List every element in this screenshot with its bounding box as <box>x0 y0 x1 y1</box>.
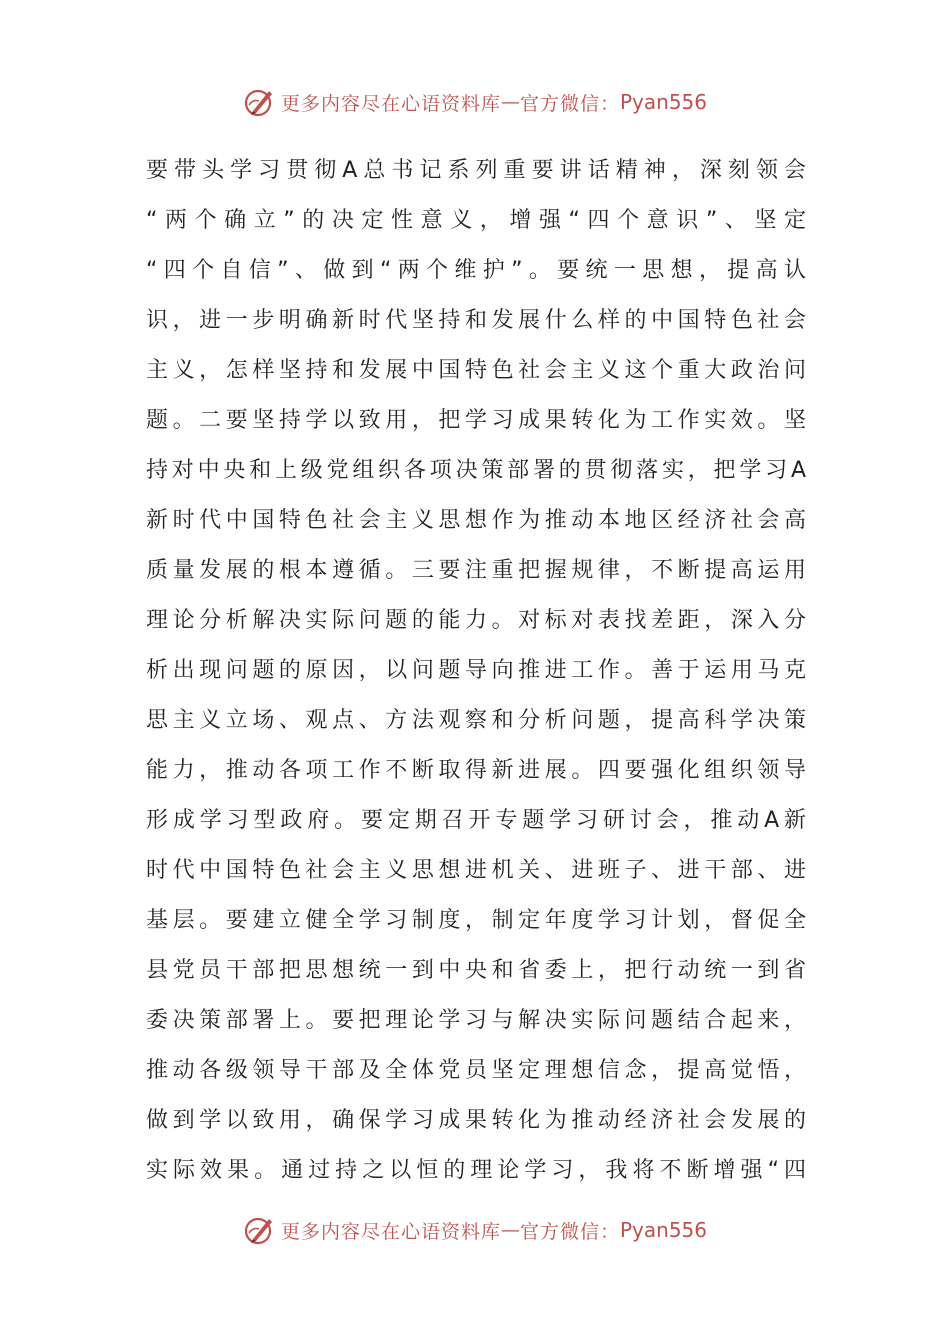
body-line: 质量发展的根本遵循。三要注重把握规律，不断提高运用 <box>146 558 806 583</box>
header-banner <box>0 82 950 122</box>
header-banner-official-label: 官方微信： <box>519 92 620 115</box>
body-line: 能力，推动各项工作不断取得新进展。四要强化组织领导 <box>146 758 806 783</box>
body-line: 识，进一步明确新时代坚持和发展什么样的中国特色社会 <box>146 308 806 333</box>
header-banner-main-text: 更多内容尽在心语资料库 <box>280 92 501 115</box>
body-line: 推动各级领导干部及全体党员坚定理想信念，提高觉悟， <box>146 1058 806 1083</box>
body-line: 思主义立场、观点、方法观察和分析问题，提高科学决策 <box>146 708 806 733</box>
header-banner-separator: — <box>500 91 520 113</box>
footer-banner-official-label: 官方微信： <box>519 1220 620 1243</box>
body-line: 主义，怎样坚持和发展中国特色社会主义这个重大政治问 <box>146 358 806 383</box>
footer-banner <box>0 1210 950 1250</box>
body-line: 持对中央和上级党组织各项决策部署的贯彻落实，把学习A <box>146 458 806 483</box>
footer-banner-wechat-id: Pyan556 <box>620 1218 708 1242</box>
body-line: 理论分析解决实际问题的能力。对标对表找差距，深入分 <box>146 608 806 633</box>
document-body <box>146 146 806 1196</box>
body-line: 要带头学习贯彻A总书记系列重要讲话精神，深刻领会 <box>146 158 806 183</box>
pen-circle-logo-icon <box>243 1213 277 1247</box>
footer-banner-main-text: 更多内容尽在心语资料库 <box>280 1220 501 1243</box>
pen-circle-logo-icon <box>243 85 277 119</box>
header-banner-wechat-id: Pyan556 <box>620 90 708 114</box>
body-line: 题。二要坚持学以致用，把学习成果转化为工作实效。坚 <box>146 408 806 433</box>
body-line: “两个确立”的决定性意义，增强“四个意识”、坚定 <box>146 208 806 233</box>
body-line: 新时代中国特色社会主义思想作为推动本地区经济社会高 <box>146 508 806 533</box>
body-line: “四个自信”、做到“两个维护”。要统一思想，提高认 <box>146 258 806 283</box>
body-line: 委决策部署上。要把理论学习与解决实际问题结合起来， <box>146 1008 806 1033</box>
body-line: 做到学以致用，确保学习成果转化为推动经济社会发展的 <box>146 1108 806 1133</box>
footer-banner-separator: — <box>500 1219 520 1241</box>
body-line: 县党员干部把思想统一到中央和省委上，把行动统一到省 <box>146 958 806 983</box>
body-line: 实际效果。通过持之以恒的理论学习，我将不断增强“四 <box>146 1158 806 1183</box>
body-line: 形成学习型政府。要定期召开专题学习研讨会，推动A新 <box>146 808 806 833</box>
body-line: 基层。要建立健全学习制度，制定年度学习计划，督促全 <box>146 908 806 933</box>
body-line: 时代中国特色社会主义思想进机关、进班子、进干部、进 <box>146 858 806 883</box>
body-line: 析出现问题的原因，以问题导向推进工作。善于运用马克 <box>146 658 806 683</box>
